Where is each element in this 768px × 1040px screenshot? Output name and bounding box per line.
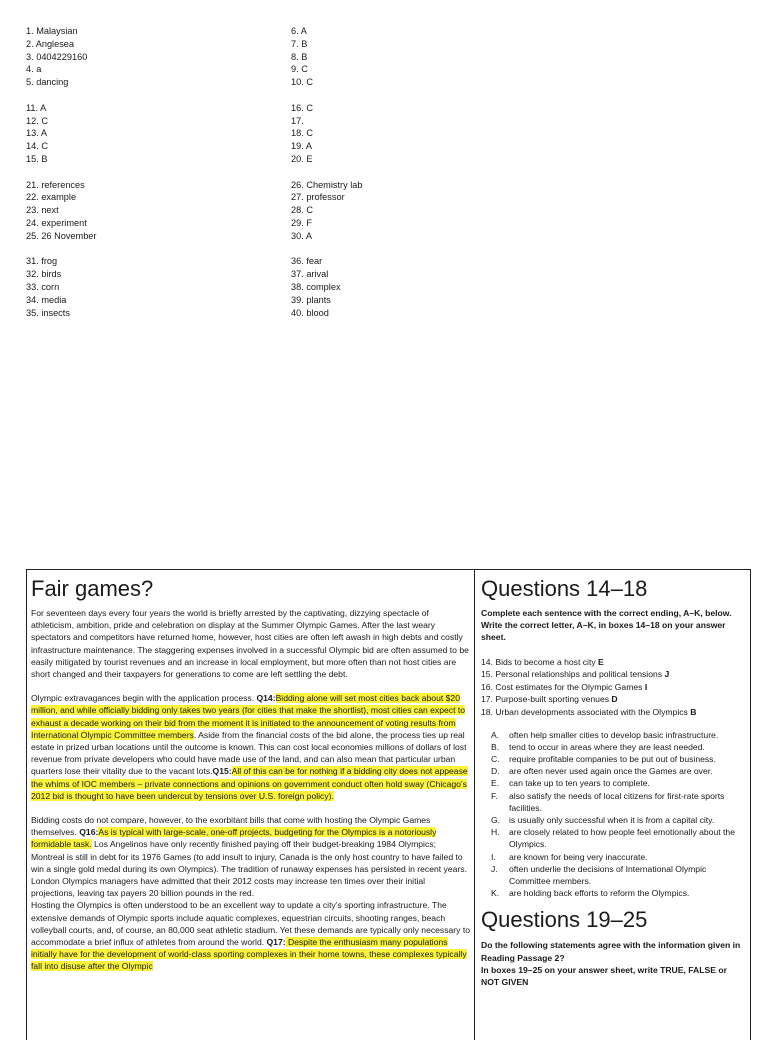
answer-line: 15. B [26,153,48,164]
paragraph-text: Bidding costs do not compare, however, to the exorbitant bills that come with hosting the Olympic Games themselves. [31,815,431,838]
answer-line: 7. B [291,38,308,49]
highlight-q16: As is typical with large-scale, one-off projects, budgeting for the Olympics is a notoriously formidable task. [31,827,437,850]
ending-text: are known for being very inaccurate. [509,851,648,862]
highlight-q14: Bidding alone will set most cities back about $20 million, and while officially bidding only takes two years (for cities that make the shortlist), most cities can expect to exhaust a decade working on their bid from the moment it is initiated to the announcement of voting results from International Olympic Committee members [31,693,466,740]
ending-text: can take up to ten years to complete. [509,778,650,789]
answer-group [26,102,226,166]
answer-line: 9. C [291,64,308,75]
paragraph-text: . Aside from the financial costs of the bid alone, the process ties up real estate in prized urban locations until the outcome is known. This can cost local economies millions of dollars of lost revenue from private developers who could have made use of the land, and can also mean that particular urban quarters lose their vitality due to the vacant lots. [31,729,467,777]
answer-line: 10. C [291,77,313,88]
ending-letter: E. [491,778,500,789]
sentence-ending [481,790,746,814]
answer-group [26,25,226,89]
ending-text: often underlie the decisions of International Olympic Committee members. [509,863,707,887]
passage-title: Fair games? [31,576,154,601]
answer-group [26,255,226,319]
ending-text: require profitable companies to be put out of business. [509,753,716,764]
ending-text: are closely related to how people feel emotionally about the Olympics. [509,827,735,850]
ending-letter: H. [491,827,500,838]
passage-paragraph-3 [31,814,470,899]
answer-line: 22. example [26,192,77,203]
ending-letter: G. [491,815,501,825]
passage-paragraph-4 [31,899,470,972]
passage-pane [27,570,475,1040]
instruction-line: Complete each sentence with the correct ending, A–K, below. [481,608,732,618]
ending-text: tend to occur in areas where they are least needed. [509,741,705,752]
sentence-ending [481,826,746,850]
highlight-q15: All of this can be for nothing if a bidding city does not appease the whims of IOC members – private connections and opinions on government conduct often hold sway (Chicago’s 2012 bid is thought to have been undercut by tensions over U.S. foreign policy). [31,766,468,801]
answer-line: 25. 26 November [26,230,97,241]
ending-text: also satisfy the needs of local citizens for first-rate sports facilities. [509,790,725,813]
answer-group [26,179,226,243]
questions-instructions [481,607,746,644]
questions-pane [476,570,750,1040]
sentence-ending [481,814,746,826]
question-text: 18. Urban developments associated with the Olympics [481,706,691,717]
question-item [481,693,746,706]
answer-line: 30. A [291,230,312,241]
answer-line: 19. A [291,141,312,152]
instruction-line: Do the following statements agree with the information given in Reading Passage 2? [481,940,741,963]
sentence-ending [481,887,746,899]
answer-line: 29. F [291,217,312,228]
question-answer: B [690,706,697,717]
sentence-ending [481,863,746,887]
answer-line: 23. next [26,205,59,216]
sentence-ending [481,777,746,789]
ending-letter: K. [491,888,500,899]
instruction-line: In boxes 19–25 on your answer sheet, write TRUE, FALSE or NOT GIVEN [481,964,727,988]
answer-key-left-column [26,25,226,332]
questions-heading-19-25: Questions 19–25 [481,907,648,933]
ending-letter: B. [491,741,500,752]
question-marker-q16: Q16: [79,827,99,838]
answer-line: 33. corn [26,281,60,292]
question-item [481,668,746,681]
paragraph-text: Olympic extravagances begin with the application process. [31,693,257,704]
answer-group [291,25,411,89]
question-marker-q15: Q15: [212,766,232,777]
ending-letter: F. [491,790,498,801]
reading-passage-page [26,569,751,1040]
question-answer: D [611,694,618,705]
sentence-ending [481,753,746,765]
answer-line: 11. A [26,102,47,113]
questions-heading-14-18: Questions 14–18 [481,576,648,601]
answer-line: 17. [291,115,304,126]
question-text: 16. Cost estimates for the Olympic Games [481,681,645,692]
passage-paragraph-2 [31,692,470,802]
sentence-ending [481,851,746,863]
ending-text: is usually only successful when it is from a capital city. [509,815,715,825]
answer-line: 13. A [26,128,47,139]
sentence-ending [481,741,746,753]
question-item [481,681,746,694]
ending-letter: C. [491,753,500,764]
ending-text: are holding back efforts to reform the Olympics. [509,888,690,899]
paragraph-text: Los Angelinos have only recently finished paying off their budget-breaking 1984 Olympics; Montreal is still in debt for its 1976 Games (to add insult to injury, Canada is the only host country to have failed to win a single gold medal during its own Olympics). The tradition of runaway expenses has persisted in recent years. London Olympics managers have admitted that their 2012 costs may increase ten times over their initial projections, leaving tax payers 20 billion pounds in the red. [31,839,467,899]
answer-group [291,179,411,243]
question-marker-q14: Q14: [256,693,276,704]
answer-line: 24. experiment [26,217,87,228]
question-answer: J [664,669,670,680]
sentence-ending [481,729,746,741]
question-text: 14. Bids to become a host city [481,656,599,667]
answer-line: 26. Chemistry lab [291,179,363,190]
passage-paragraph-1: For seventeen days every four years the world is briefly arrested by the captivating, dizzying spectacle of athleticism, ambition, pride and celebration on display at the Summer Olympic Games. After the last weary spectators and competitors have returned home, however, host cities are often left awash in high debts and costly infrastructure maintenance. The staggering expenses involved in a successful Olympic bid are often assumed to be easily mitigated by tourist revenues and an increase in local employment, but more often than not host cities are short changed and their taxpayers for generations to come are left settling the debt. [31,608,469,680]
answer-line: 27. professor [291,192,345,203]
paragraph-text: Hosting the Olympics is often understood to be an excellent way to update a city’s sporting infrastructure. The extensive demands of Olympic sports include aquatic complexes, equestrian circuits, shooting ranges, beach volleyball courts, and, of course, an 80,000 seat athletic stadium. Yet these demands are typically only necessary to accommodate a brief influx of athletes from around the world. [31,900,471,948]
ending-letter: D. [491,766,500,777]
question-marker-q17: Q17: [266,937,286,948]
sentence-ending [481,765,746,777]
instruction-line: Write the correct letter, A–K, in boxes 14–18 on your answer sheet. [481,620,726,643]
answer-group [291,102,411,166]
ending-letter: A. [491,729,500,740]
highlight-q17: Despite the enthusiasm many populations initially have for the development of world-class sporting complexes in their home towns, these complexes typically fall into disuse after the Olympic [31,937,467,972]
answer-line: 34. media [26,294,67,305]
answer-key-right-column [291,25,411,332]
answer-line: 3. 0404229160 [26,51,88,62]
answer-line: 8. B [291,51,308,62]
answer-line: 2. Anglesea [26,38,75,49]
question-answer: I [644,681,648,692]
question-items [481,656,746,719]
sentence-endings-list [481,729,746,900]
question-item [481,656,746,669]
question-answer: E [598,656,604,667]
answer-line: 21. references [26,179,85,190]
answer-line: 18. C [291,128,313,139]
answer-line: 4. a [26,64,42,75]
answer-line: 32. birds [26,269,62,280]
answer-line: 12. C [26,115,48,126]
answer-line: 38. complex [291,281,341,292]
answer-line: 37. arival [291,269,329,280]
answer-line: 35. insects [26,307,70,318]
answer-line: 20. E [291,153,313,164]
answer-line: 31. frog [26,256,58,267]
answer-line: 39. plants [291,294,331,305]
ending-letter: I. [491,851,496,862]
answer-line: 1. Malaysian [26,26,78,36]
question-text: 17. Purpose-built sporting venues [481,694,612,705]
answer-line: 28. C [291,205,313,216]
question-text: 15. Personal relationships and political tensions [481,669,665,680]
ending-letter: J. [491,863,498,874]
answer-line: 36. fear [291,256,323,267]
questions-instructions-19-25 [481,939,746,988]
answer-line: 40. blood [291,307,329,318]
question-item [481,706,746,719]
answer-line: 5. dancing [26,77,69,88]
answer-line: 6. A [291,26,307,36]
answer-line: 14. C [26,141,48,152]
ending-text: often help smaller cities to develop basic infrastructure. [509,729,719,740]
answer-group [291,255,411,319]
answer-line: 16. C [291,102,313,113]
ending-text: are often never used again once the Games are over. [509,766,713,777]
